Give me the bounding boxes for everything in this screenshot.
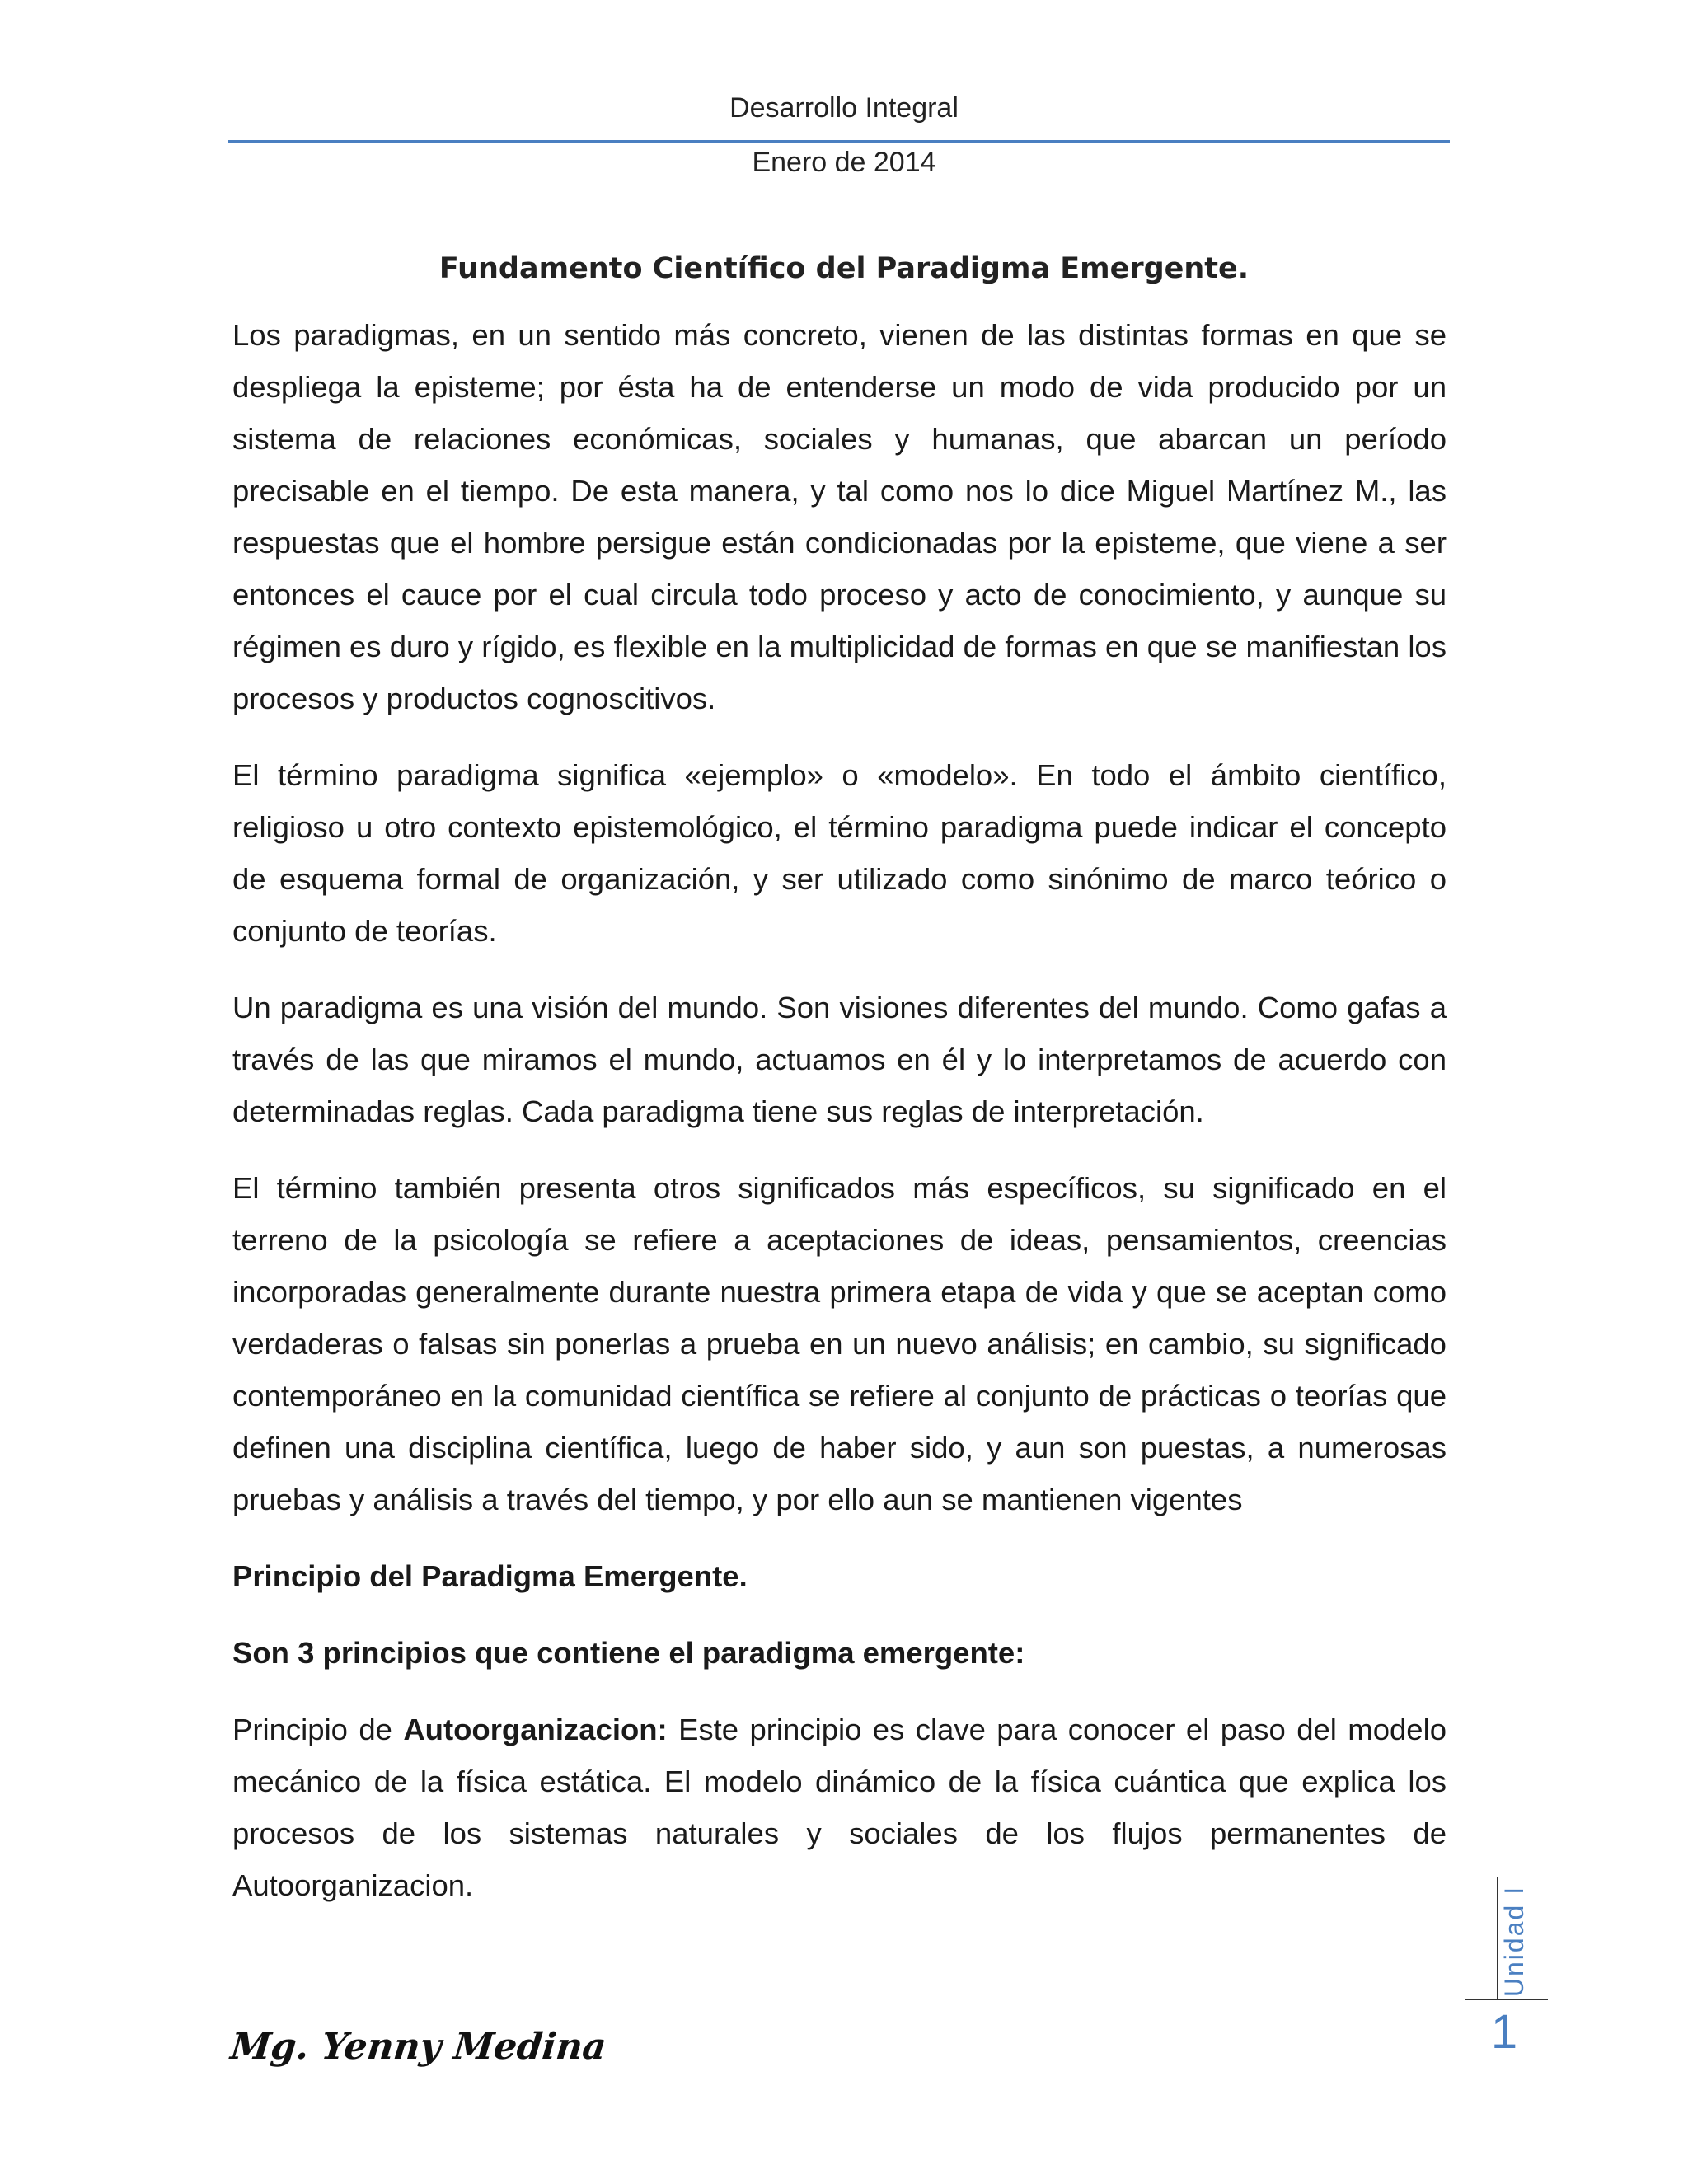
unit-label (1490, 1885, 1540, 1997)
paragraph: Un paradigma es una visión del mundo. Son visiones diferentes del mundo. Como gafas a través de las que miramos el mundo, actuamos en él y lo interpretamos de acuerdo con determinadas reglas. Cada paradigma tiene sus reglas de interpretación. (232, 991, 1447, 1128)
paragraph: Los paradigmas, en un sentido más concreto, vienen de las distintas formas en que se despliega la episteme; por ésta ha de entenderse un modo de vida producido por un sistema de relaciones económicas, sociales y humanas, que abarcan un período precisable en el tiempo. De esta manera, y tal como nos lo dice Miguel Martínez M., las respuestas que el hombre persigue están condicionadas por la episteme, que viene a ser entonces el cauce por el cual circula todo proceso y acto de conocimiento, y aunque su régimen es duro y rígido, es flexible en la multiplicidad de formas en que se manifiestan los procesos y productos cognoscitivos. (232, 318, 1447, 715)
principle-name: Autoorganizacion: (403, 1713, 668, 1746)
document-title: Fundamento Científico del Paradigma Emergente. (438, 252, 1250, 285)
footer-horizontal-divider (1465, 1999, 1548, 2000)
section-heading: Principio del Paradigma Emergente. (232, 1559, 748, 1593)
principle-paragraph (232, 1704, 1447, 1911)
document-body (232, 309, 1447, 1936)
header-divider (228, 140, 1450, 143)
paragraph: El término también presenta otros significados más específicos, su significado en el terreno de la psicología se refiere a aceptaciones de ideas, pensamientos, creencias incorporadas generalmente durante nuestra primera etapa de vida y que se aceptan como verdaderas o falsas sin ponerlas a prueba en un nuevo análisis; en cambio, su significado contemporáneo en la comunidad científica se refiere al conjunto de prácticas o teorías que definen una disciplina científica, luego de haber sido, y aun son puestas, a numerosas pruebas y análisis a través del tiempo, y por ello aun se mantienen vigentes (232, 1171, 1447, 1516)
paragraph: El término paradigma significa «ejemplo» o «modelo». En todo el ámbito científico, religioso u otro contexto epistemológico, el término paradigma puede indicar el concepto de esquema formal de organización, y ser utilizado como sinónimo de marco teórico o conjunto de teorías. (232, 758, 1447, 948)
subsection-heading: Son 3 principios que contiene el paradigma emergente: (232, 1636, 1025, 1670)
page-number: 1 (1490, 2005, 1518, 2059)
author-signature: Mg. Yenny Medina (228, 2026, 608, 2068)
principle-prefix: Principio de (232, 1713, 404, 1746)
header-date: Enero de 2014 (752, 147, 936, 178)
unit-label-text: Unidad I (1499, 1885, 1530, 1997)
header-title: Desarrollo Integral (729, 92, 959, 124)
principle-text: Este principio es clave para conocer el paso del modelo mecánico de la física estática. El modelo dinámico de la física cuántica que explica los procesos de los sistemas naturales y sociales de los flujos permanentes de Autoorganizacion. (232, 1713, 1447, 1902)
